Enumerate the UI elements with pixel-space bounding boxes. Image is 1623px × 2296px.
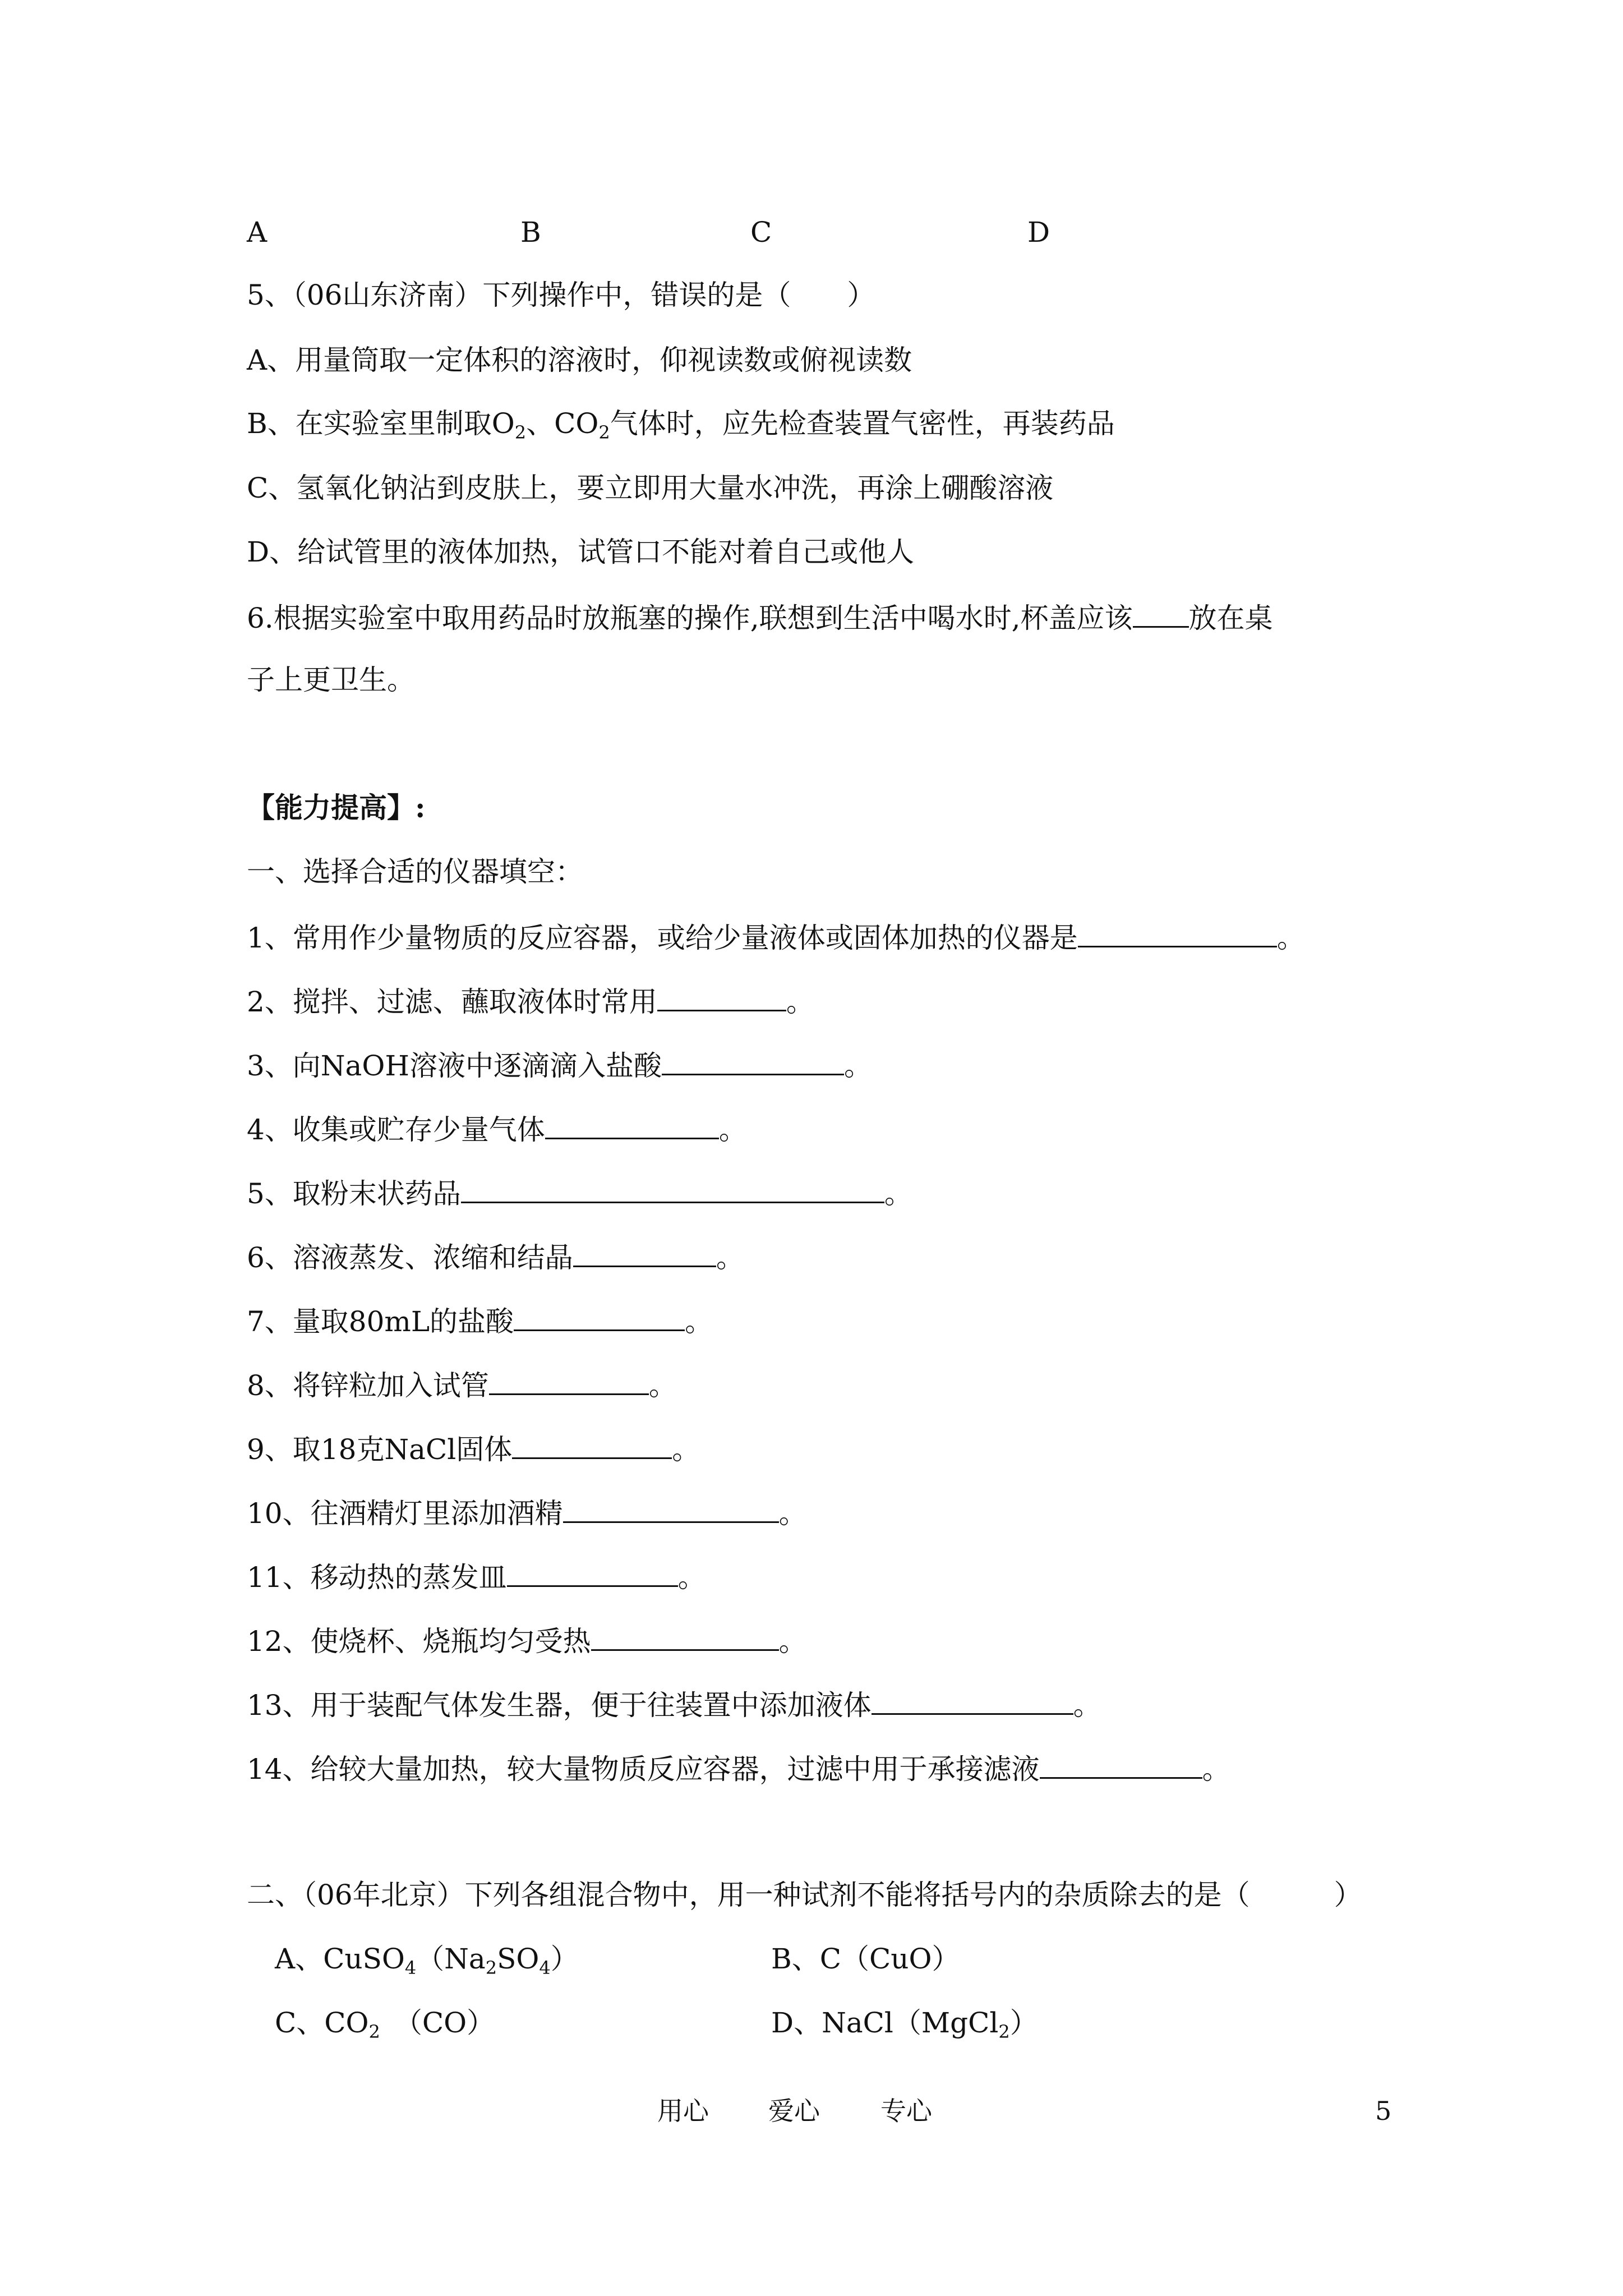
answer-blank	[662, 1047, 844, 1075]
q5-option-d: D、给试管里的液体加热，试管口不能对着自己或他人	[247, 536, 915, 568]
answer-blank	[514, 1303, 685, 1331]
part1-title: 一、选择合适的仪器填空：	[247, 855, 583, 888]
q5-option-a: A、用量筒取一定体积的溶液时，仰视读数或俯视读数	[247, 344, 912, 376]
page-number: 5	[1375, 2096, 1392, 2126]
part1-item: 10、往酒精灯里添加酒精 。	[247, 1494, 807, 1530]
part1-item: 4、收集或贮存少量气体 。	[247, 1111, 747, 1147]
part2-option-b: B、C（CuO）	[771, 1943, 960, 1975]
part1-item: 14、给较大量加热，较大量物质反应容器，过滤中用于承接滤液 。	[247, 1750, 1230, 1786]
answer-blank	[545, 1111, 719, 1139]
answer-blank	[1133, 599, 1189, 628]
part1-item: 12、使烧杯、烧瓶均匀受热 。	[247, 1622, 807, 1658]
answer-blank	[512, 1430, 672, 1459]
part1-item: 2、搅拌、过滤、蘸取液体时常用 。	[247, 983, 814, 1019]
q5-option-b: B、在实验室里制取$O_2$、$CO_2$气体时，应先检查装置气密性，再装药品	[247, 407, 1115, 443]
answer-blank	[1078, 919, 1277, 947]
part1-item: 7、量取80mL的盐酸 。	[247, 1303, 713, 1338]
footer-text-3: 专心	[880, 2096, 932, 2126]
part2-option-a: A、$CuSO_4(Na_2SO_4)$	[275, 1943, 579, 1978]
answer-blank	[591, 1622, 779, 1651]
part1-item: 11、移动热的蒸发皿 。	[247, 1558, 706, 1594]
answer-blank	[872, 1686, 1073, 1715]
figure-label-c: C	[750, 216, 772, 249]
part1-item: 6、溶液蒸发、浓缩和结晶 。	[247, 1239, 744, 1274]
part1-item: 5、取粉末状药品 。	[247, 1175, 912, 1211]
part2-option-c: C、$CO_2$ （CO）	[275, 2007, 495, 2042]
answer-blank	[507, 1558, 678, 1587]
q6-line2: 子上更卫生。	[247, 664, 415, 696]
part1-item: 3、向NaOH溶液中逐滴滴入盐酸 。	[247, 1047, 872, 1083]
q6-line1: 6.根据实验室中取用药品时放瓶塞的操作,联想到生活中喝水时,杯盖应该 放在桌	[247, 599, 1273, 635]
answer-blank	[657, 983, 786, 1011]
part1-item: 9、取18克NaCl固体 。	[247, 1430, 700, 1466]
footer-text-1: 用心	[657, 2096, 709, 2126]
q5-stem: 5、（06山东济南）下列操作中，错误的是（ ）	[247, 279, 875, 311]
section-title: 【能力提高】:	[247, 791, 426, 824]
part2-stem: 二、（06年北京）下列各组混合物中，用一种试剂不能将括号内的杂质除去的是（ ）	[247, 1879, 1362, 1911]
answer-blank	[1040, 1750, 1202, 1779]
answer-blank	[489, 1366, 649, 1395]
part1-item: 13、用于装配气体发生器，便于往装置中添加液体 。	[247, 1686, 1101, 1722]
part1-item: 1、常用作少量物质的反应容器，或给少量液体或固体加热的仪器是 。	[247, 919, 1305, 955]
footer-text-2: 爱心	[768, 2096, 820, 2126]
figure-label-b: B	[520, 216, 541, 249]
part2-option-d: D、NaCl（MgCl$_2$）	[771, 2007, 1038, 2042]
figure-label-a: A	[247, 216, 268, 249]
answer-blank	[563, 1494, 779, 1523]
answer-blank	[573, 1239, 716, 1267]
part1-item: 8、将锌粒加入试管 。	[247, 1366, 677, 1402]
answer-blank	[461, 1175, 884, 1203]
q5-option-c: C、氢氧化钠沾到皮肤上，要立即用大量水冲洗，再涂上硼酸溶液	[247, 472, 1054, 504]
figure-label-d: D	[1027, 216, 1050, 249]
